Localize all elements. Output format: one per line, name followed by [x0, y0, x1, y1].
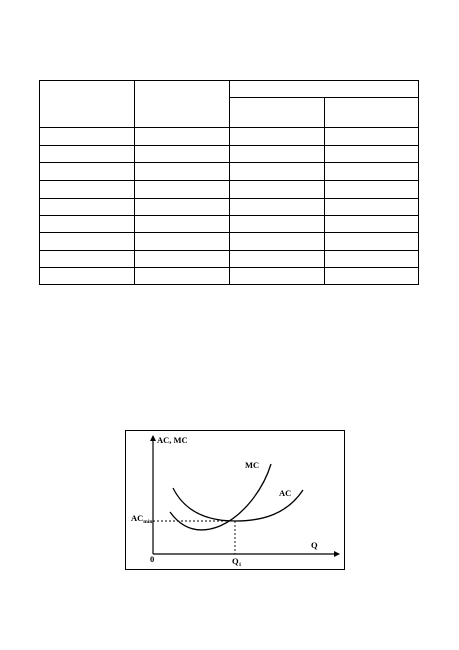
origin-label: 0 [150, 554, 155, 564]
ac-curve-label: AC [279, 488, 292, 498]
cost-curves-diagram [125, 430, 345, 570]
ac-min-label: ACmin [131, 513, 153, 525]
empty-data-table [39, 80, 419, 285]
q1-label: Q1 [232, 556, 242, 568]
mc-curve-label: MC [245, 460, 260, 470]
cost-curves-figure [125, 430, 345, 570]
table-grid [39, 80, 419, 285]
x-axis-label: Q [311, 540, 318, 550]
y-axis-label: AC, MC [157, 435, 188, 445]
